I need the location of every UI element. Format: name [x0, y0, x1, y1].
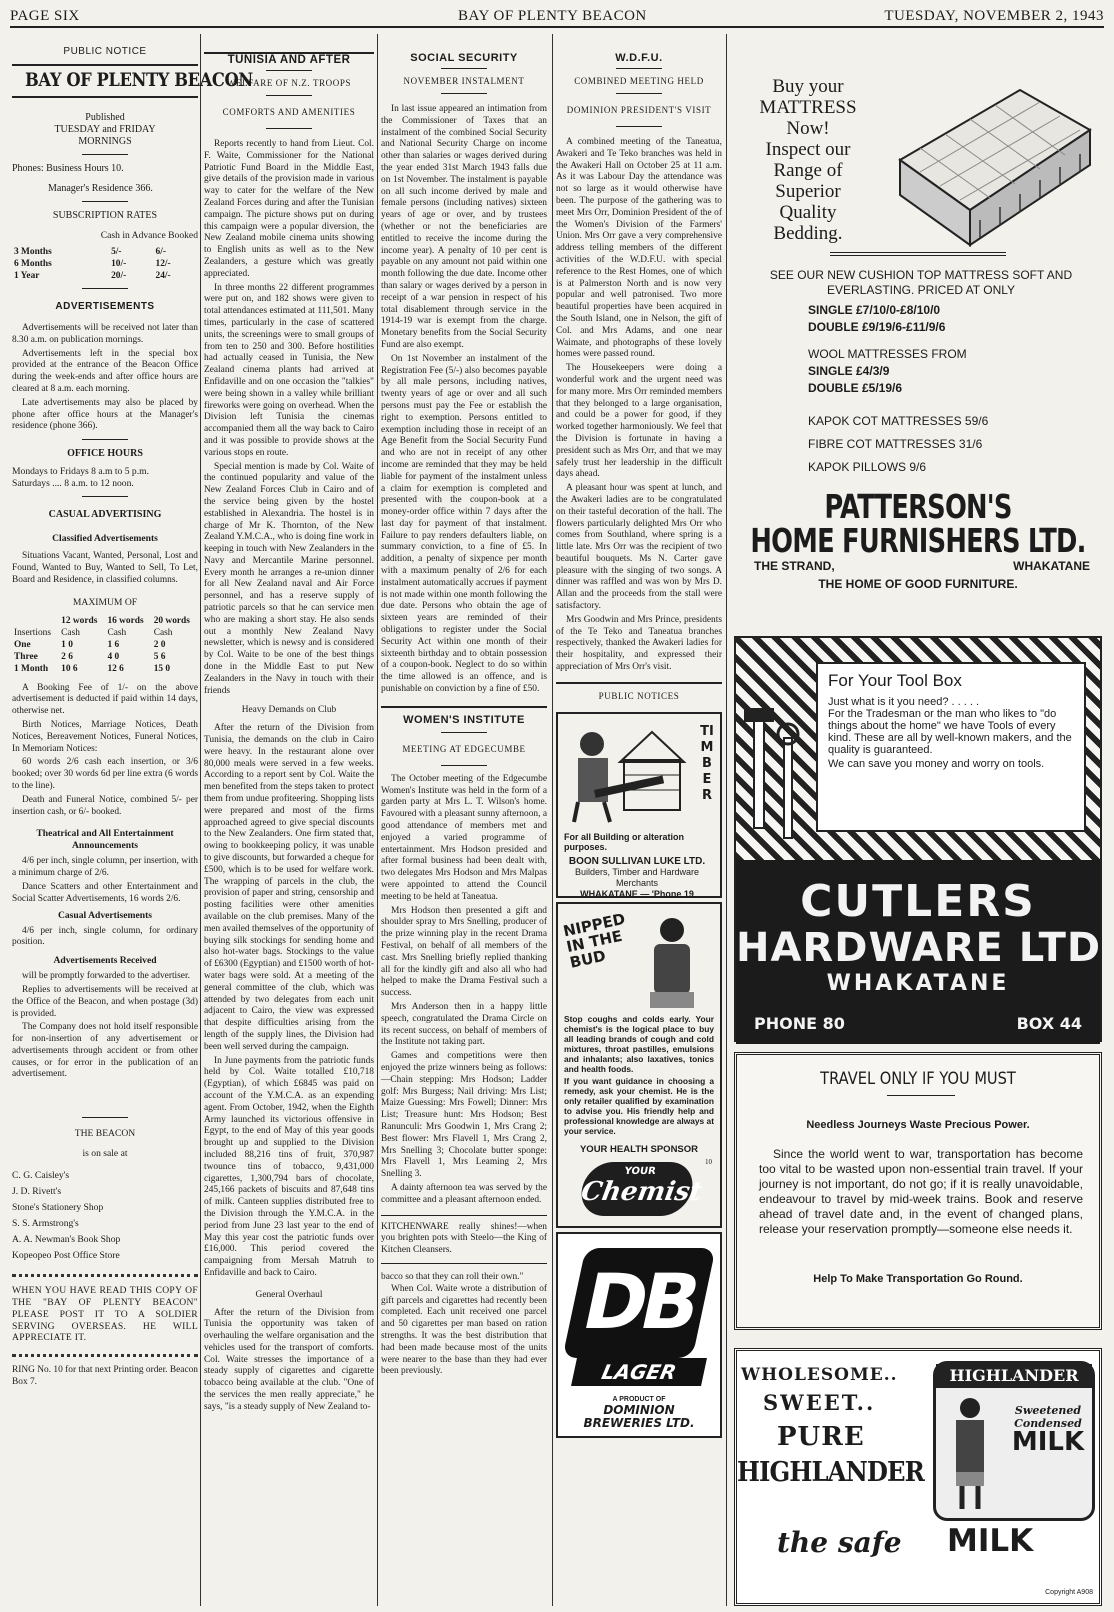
- list-item: A. A. Newman's Book Shop: [12, 1234, 121, 1246]
- chemist-sponsor: YOUR HEALTH SPONSOR: [579, 1143, 699, 1155]
- pattersons-advertisement: [730, 40, 1106, 591]
- article-subtitle: WELFARE OF N.Z. TROOPS: [226, 78, 352, 88]
- column-tunisia: [204, 52, 374, 1602]
- travel-notice: [734, 1052, 1102, 1330]
- subscription-columns: Cash in Advance Booked: [100, 230, 198, 241]
- maximum-heading: MAXIMUM OF: [72, 596, 138, 608]
- highlander-advertisement: [734, 1348, 1102, 1606]
- copyright: Copyright A908: [1045, 1589, 1093, 1596]
- chemist-text: Stop coughs and colds early. Your chemist's is the logical place to buy all leading brands of cough and cold mixtures, throat pastilles, emulsions and inhalants; also laxatives, tonics and health foods.: [564, 1013, 714, 1074]
- timber-firm: BOON SULLIVAN LUKE LTD.: [568, 855, 706, 867]
- issue-date: TUESDAY, NOVEMBER 2, 1943: [884, 8, 1104, 24]
- received-notes: will be promptly forwarded to the advertiser. Replies to advertisements will be received at the Office of the Beacon, and when postage (3d) is provided. The Company does not hold itself responsible for non-insertion of any advertisement or advertisements through accident or from other causes, or for error in the publication of an advertisement.: [12, 971, 198, 1080]
- chemist-number: 10: [705, 1157, 712, 1166]
- wool-prices: WOOL MATTRESSES FROM SINGLE £4/3/9 DOUBLE £5/19/6: [808, 347, 967, 395]
- highlander-figure: [940, 1394, 1000, 1514]
- advertisements-text: Advertisements will be received not later than 8.30 a.m. on publication mornings. Advertisements left in the special box provided at the entrance of the Beacon Office during the week-ends and after office hours are cleared at 8 a.m. each morning. Late advertisements may also be placed by phone after office hours at the Manager's residence (phone 366).: [12, 323, 198, 432]
- db-lager-advertisement: [556, 1232, 722, 1438]
- rates-notes: A Booking Fee of 1/- on the above advertisement is deducted if paid within 14 days, otherwise net. Birth Notices, Marriage Notices, Death Notices, Bereavement Notices, Funeral Notices, In Memoriam Notices: 60 words 2/6 cash each insertion, or 3/6 booked; over 30 words 6d per line extra (6 words to the line). Death and Funeral Notice, combined 5/- per insertion cash, or 6/- booked.: [12, 682, 198, 817]
- mattress-prices: SINGLE £7/10/0-£8/10/0 DOUBLE £9/19/6-£11/9/6: [808, 303, 946, 334]
- cutlers-phone: PHONE 80: [754, 1014, 845, 1033]
- chemist-advertisement: [556, 902, 722, 1228]
- masthead: BAY OF PLENTY BEACON: [25, 69, 253, 91]
- cutlers-name: CUTLERS: [800, 876, 1036, 927]
- article-title: WOMEN'S INSTITUTE: [403, 713, 525, 726]
- chemist-text2: If you want guidance in choosing a remedy, ask your chemist. He is the only retailer qualified by examination to advise you. His friendly help and professional knowledge are always at your service.: [564, 1075, 714, 1136]
- section-heading: General Overhaul: [255, 1289, 323, 1300]
- article-subtitle: COMFORTS AND AMENITIES: [222, 107, 356, 117]
- milk-line1: WHOLESOME..: [741, 1365, 898, 1385]
- travel-subheading: Needless Journeys Waste Precious Power.: [806, 1119, 1030, 1131]
- timber-tag: For all Building or alteration purposes.: [564, 831, 685, 852]
- list-item: S. S. Armstrong's: [12, 1218, 79, 1230]
- tool-box-heading: For Your Tool Box: [828, 671, 962, 690]
- list-item: Kopeopeo Post Office Store: [12, 1250, 120, 1262]
- chemist-logo: YOUR Chemist: [577, 1162, 697, 1216]
- db-brewery: DOMINION BREWERIES LTD.: [583, 1402, 695, 1430]
- pattersons-town: WHAKATANE: [1013, 559, 1090, 573]
- travel-heading: TRAVEL ONLY IF YOU MUST: [820, 1069, 1016, 1089]
- paper-title: BAY OF PLENTY BEACON: [458, 8, 647, 24]
- article-continuation: bacco so that they can roll their own." When Col. Waite wrote a distribution of gift parcels and cigarettes had recently been completed. Each unit received one parcel and 50 cigarettes per man based on ration strengths. It was the best distribution that had been made because most of the units were nearer to the base than they had ever been previously.: [381, 1271, 547, 1377]
- cutlers-banner: [736, 860, 1100, 1044]
- timber-side-text: TIMBER: [700, 723, 714, 803]
- page-header: [10, 6, 1104, 28]
- column-rule: [552, 34, 553, 1606]
- milk-line3: PURE: [777, 1422, 865, 1452]
- beacon-sub: is on sale at: [82, 1148, 128, 1160]
- timber-desc: Builders, Timber and Hardware Merchants: [574, 866, 700, 888]
- milk-line2: SWEET..: [763, 1390, 876, 1415]
- received-heading: Advertisements Received: [53, 955, 157, 967]
- article-body: Reports recently to hand from Lieut. Col. F. Waite, Commissioner for the National Patriotic Fund Board in the Middle East, give details of the provision made in various way to cater for the welfare of the New Zealand Forces during and after the Tunisian campaign. The picture shows put on during this campaign were a popular diversion, the New Zealand mobile cinema units showing to English units as well as to the New Zealanders, a gesture which was greatly appreciated. In three months 22 different programmes were put on, and 182 shows were given to total attendances estimated at 111,501. Many times, particularly in the case of scattered units, the screenings were to small groups of from ten to 250 and 300. Before hostilities had actually ceased in Tunisia, the New Zealand cinema plants had arrived at Enfidaville and on one occasion the "talkies" were being shown in a valley while brilliant fireworks were going on overhead. When the Division left Tunisia the cinemas accompanied them all the way back to Cairo and it was possible to provide shows at the various stops en route. Special mention is made by Col. Waite of the continued popularity and value of the New Zealand Forces Club in Cairo and of the service being given by the hostel established in Alexandria. The hostel is in charge of Mr K. Thornton, of the New Zealand Y.M.C.A., who is doing fine work in keeping in touch with New Zealanders in the Navy and Mercantile Marine personnel. Every month he arranges a re-union dinner for all New Zealand naval and Air Force personnel, and has a reserve supply of patriotic parcels so that he can service men who are making a short stay. He also sends out a monthly New Zealand Navy newsletter, which is newsy and is considered by Col. Waite to be one of the best things done in the Middle East to put New Zealanders in the Navy in touch with their friends Heavy Demands on Club After the return of the Division from Tunisia, the demands on the club in Cairo were heavy. In the restaurant alone over 80,000 meals were served in a few weeks. According to a report sent by Col. Waite the men benefited from the steps taken to protect them from undue profiteering. Shopping lists were prepared and most of the firms approached agreed to give special discounts to the New Zealanders. One firm stated that, owing to bookkeeping policy, it was unable to give discounts, but forwarded a cheque for £500, which is to be used for welfare work. The wrapping of parcels in the club, the provision of paper and string, censorship and posting facilities were other amenities available on the club premises. Many of the men availed themselves of the opportunity of buying silk stockings for sending home and also hot-water bags. Stockings to the value of £6300 (Egyptian) and £1500 worth of hot-water bags were sold. At a meeting of the general committee of the club, which was attended by two delegates from each unit adjacent to Cairo, the view was expressed that despite difficulties arising from the length of the supply lines, the Division had been well served during the campaign. In June payments from the patriotic funds held by Col. Waite totalled £10,718 (Egyptian), of which £6845 was paid on account of the Y.M.C.A. as an expending agent. From October, 1942, when the Eighth Army launched its victorious offensive in Egypt, to the end of May of this year goods brought up and supplied to the Division included 88,216 tins of fruit, 370,987 twounce tins of tobacco, 9,431,000 cigarettes, 1,300,794 bars of chocolate, 245,166 packets of biscuits and 87,648 tins of milk. Canteen supplies distributed free to the Division through the Y.M.C.A. in the period from June 23 last year to the end of May this year cost the patriotic funds over £16,000. This period covered the campaigning from Mersah Matruh to Enfidaville and back to Cairo. General Overhaul After the return of the Division from Tunisia the opportunity was taken of overhauling the welfare organisation and the vehicles used for the transport of comforts. Col. Waite stresses the importance of a steady supply of cigarettes and cigarette tobacco being available at the club. "One of the services the men really appreciate," he says, "is a steady supply of New Zealand to-: [204, 139, 374, 1412]
- column-rule: [726, 34, 727, 1606]
- db-logo: DB: [562, 1248, 715, 1358]
- advertisements-heading: ADVERTISEMENTS: [55, 301, 155, 312]
- theatrical-notes: 4/6 per inch, single column, per insertion, with a minimum charge of 2/6. Dance Scatters and other Entertainment and Social Scatter Advertisements, 16 words 2/6.: [12, 856, 198, 904]
- column-rule: [377, 34, 378, 1606]
- mattress-headline: Buy your MATTRESS Now! Inspect our Range of Superior Quality Bedding.: [759, 76, 857, 244]
- pattersons-address: THE STRAND,: [754, 559, 835, 573]
- kitchenware-notice: KITCHENWARE really shines!—when you brighten pots with Steelo—the King of Kitchen Cleansers.: [381, 1215, 547, 1264]
- office-hours: Mondays to Fridays 8 a.m to 5 p.m. Saturdays .... 8 a.m. to 12 noon.: [12, 466, 149, 490]
- chemist-headline: NIPPED IN THE BUD: [561, 909, 627, 972]
- column-publication-info: [12, 46, 253, 1602]
- column-rule: [200, 34, 201, 1606]
- cutlers-box: BOX 44: [1016, 1014, 1082, 1033]
- article-title: SOCIAL SECURITY: [410, 52, 518, 64]
- classified-rates-table: 12 words 16 words 20 words Insertions Cash Cash Cash One 1 0 1 6 2 0 Three 2 6 4 0 5 6 1 Month 10 6 12 6 15 0: [14, 615, 190, 674]
- milk-line4: HIGHLANDER: [737, 1457, 924, 1488]
- mattress-see: SEE OUR NEW CUSHION TOP MATTRESS SOFT AND EVERLASTING. PRICED AT ONLY: [769, 268, 1073, 297]
- tools-icon: [744, 708, 824, 848]
- milk-tin-icon: HIGHLANDER Sweetened Condensed MILK: [933, 1361, 1095, 1521]
- tool-box-panel: For Your Tool Box Just what is it you need? . . . . . For the Tradesman or the man who likes to "do things about the home" we have Tools of every kind. These are all by well-known makers, and the quality is guaranteed. We can save you money and worry on tools.: [816, 662, 1086, 832]
- article-subtitle: NOVEMBER INSTALMENT: [403, 76, 525, 86]
- section-heading: Heavy Demands on Club: [241, 705, 337, 716]
- public-notices-heading: PUBLIC NOTICES: [598, 690, 680, 701]
- article-subtitle: COMBINED MEETING HELD: [574, 76, 704, 86]
- casual-advertising-heading: CASUAL ADVERTISING: [48, 509, 162, 521]
- casual-ads-heading: Casual Advertisements: [57, 909, 153, 921]
- timber-advertisement: [556, 712, 722, 898]
- list-item: Stone's Stationery Shop: [12, 1202, 104, 1214]
- cutlers-town: WHAKATANE: [826, 971, 1010, 996]
- article-body: A combined meeting of the Taneatua, Awakeri and Te Teko branches was held in the Awakeri Hall on October 25 at 11 a.m. As it was Labour Day the attendance was not so large as it would otherwise have been. The purpose of the gathering was to meet Mrs Orr, Dominion President of the of the Women's Division of the Farmers' Union. Mrs Orr gave a very comprehensive address telling members of the different activities of the W.D.F.U. with special reference to the Rest Homes, one of which is at Palmerston North and is now very popular and well patronised. Two more beautiful properties have been acquired in the South Island, one in Nelson, the gift of Col. and Mrs Adams, and one near Waimate, and photographs of these lovely homes were passed round. The Housekeepers were doing a wonderful work and the urgent need was for many more. Mrs Orr reminded members that they belonged to a large organisation, and could be a power for good, if they worked together harmoniously. We feel that the Division is fortunate in having a president such as Mrs Orr, and that we may safely trust her leadership in the difficult days ahead. A pleasant hour was spent at lunch, and the Awakeri ladies are to be congratulated on their tasteful decoration of the hall. The flowers particularly delighted Mrs Orr who comes from Southland, where spring is a little late. Mrs Orr was the recipient of two beautiful bouquets. Ms N. Carter gave pleasure with the singing of two songs. A dinner was raffled and was won by Mrs D. Allan and the proceeds from the stall were satisfactory. Mrs Goodwin and Mrs Prince, presidents of the Te Teko and Taneatua branches respectively, thanked the Awakeri ladies for their hospitality, and expressed their appreciation of Mrs Orr's visit.: [556, 137, 722, 673]
- milk-line6: MILK: [947, 1523, 1034, 1559]
- article-title: W.D.F.U.: [615, 52, 663, 64]
- casual-ads-text: 4/6 per inch, single column, for ordinary position.: [12, 925, 198, 948]
- column-wdfu: [556, 52, 722, 1602]
- subscription-table: 3 Months 5/- 6/- 6 Months 10/- 12/- 1 Year 20/- 24/-: [14, 247, 171, 281]
- article-body: In last issue appeared an intimation from the Commissioner of Taxes that an instalment of the combined Social Security and National Security Charge on income other than salaries or wages derived during the year ended 31st March 1943 falls due on 1st November. The instalment is payable on all such income derived by male and female persons (including natives) sixteen years of age or over, and by trustees (whether or not the beneficiaries are entitled to receive the income during the income year). A penalty of 10 per cent is payable on any amount not paid within one month following the due date. Income other than salary or wages derived by a person in receipt of a war pension in respect of his total disablement through service in the 1914-19 war is exempt from the charge. Monetary benefits from the Social Security Fund are also exempt. On 1st November an instalment of the Registration Fee (5/-) also becomes payable by all male persons, including natives, twenty years of age or over and all such persons must pay the Fee or establish the right to exemption. Persons entitled to exemption including those in receipt of an Age Benefit from the Social Security Fund and who are not in receipt of any other income are reminded that they may be held liable for payment of the instalment unless a claim for exemption is completed and presented with the coupon-book at a money-order office within 7 days after the last day for payment of that instalment. Failure to pay renders defaulters liable, on summary conviction, to a fine of £5. In addition, a penalty of sixpence per month with a maximum penalty of 2/6 for each instalment automatically accrues if payment is not made within one month following the due date. Persons who obtain the age of sixteen years are reminded of their obligations to register under the Social Security Act within one month of their sixteenth birthday and to obtain possession of a coupon-book. Neglect to do so within the time allowed is an offence, and is punishable on conviction by a fine of £50.: [381, 104, 547, 695]
- list-item: C. G. Caisley's: [12, 1170, 70, 1182]
- timber-illustration: [564, 720, 686, 824]
- cot-prices: KAPOK COT MATTRESSES 59/6 FIBRE COT MATTRESSES 31/6 KAPOK PILLOWS 9/6: [808, 414, 989, 474]
- timber-town: WHAKATANE — 'Phone 19: [580, 888, 694, 899]
- travel-footer: Help To Make Transportation Go Round.: [813, 1273, 1023, 1285]
- office-hours-heading: OFFICE HOURS: [67, 448, 143, 460]
- article-subtitle: DOMINION PRESIDENT'S VISIT: [566, 105, 712, 115]
- article-title: TUNISIA AND AFTER: [204, 52, 374, 66]
- subscription-title: SUBSCRIPTION RATES: [52, 210, 158, 221]
- pattersons-slogan: THE HOME OF GOOD FURNITURE.: [818, 577, 1018, 591]
- sellers-list: [12, 1168, 198, 1264]
- cutlers-name2: HARDWARE LTD: [736, 925, 1102, 971]
- beacon-heading: THE BEACON: [74, 1128, 136, 1140]
- pattersons-name: PATTERSON'S HOME FURNISHERS LTD.: [750, 487, 1086, 560]
- classified-text: Situations Vacant, Wanted, Personal, Lost and Found, Wanted to Buy, Wanted to Sell, To Let, Board and Residence, in classified columns.: [12, 551, 198, 585]
- theatrical-heading: Theatrical and All Entertainment Announcements: [36, 828, 174, 852]
- milk-line5: the safe: [777, 1526, 902, 1559]
- phones: Phones: Business Hours 10. Manager's Residence 366.: [12, 163, 153, 194]
- ring-notice: RING No. 10 for that next Printing order. Beacon Box 7.: [12, 1365, 198, 1388]
- list-item: J. D. Rivett's: [12, 1186, 62, 1198]
- woman-illustration: [632, 912, 712, 1012]
- article-body: The October meeting of the Edgecumbe Women's Institute was held in the form of a garden party at Mrs L. T. Wilson's home. Favoured with a pleasant sunny afternoon, a good attendance of members met and enjoyed a varied programme of entertainment. Mrs Hodson presided and after formal business had been dealt with, two delegates Mrs Hodson and Mrs Malpas were appointed to attend the Council meeting to be held at Taneatua. Mrs Hodson then presented a gift and shoulder spray to Mrs Snelling, producer of the prize winning play in the recent Drama Festival, on behalf of all members of the cast. Mrs Snelling briefly replied thanking all for the kindly gift and also all who had helped to make the Drama Festival such a success. Mrs Anderson then in a happy little speech, congratulated the Drama Circle on its recent success, on behalf of members of the Institute not taking part. Games and competitions were then enjoyed the prize winners being as follows:—Chain stepping: Mrs Hodson; Ladder golf: Mrs Burgess; Nail driving: Mrs List; Maize Guessing: Mrs Fowell; Dinner: Mrs List; Treasure hunt: Mrs Hodson; Best Ranunculi: Mrs Goodwin 1, Mrs Crang 2; Best flower: Mrs Flavell 1, Mrs Crang 2, Mrs Snelling 3; Chocolate butter sponge: Mrs Flavell 1, Mrs Leaming 2, Mrs Snelling 3. A dainty afternoon tea was served by the committee and a pleasant afternoon ended.: [381, 773, 547, 1205]
- db-lager: LAGER: [571, 1358, 707, 1386]
- when-read-notice: WHEN YOU HAVE READ THIS COPY OF THE "BAY OF PLENTY BEACON" PLEASE POST IT TO A SOLDIER SERVING OVERSEAS. HE WILL APPRECIATE IT.: [12, 1285, 198, 1344]
- published-info: Published TUESDAY and FRIDAY MORNINGS: [54, 112, 156, 147]
- travel-text: Since the world went to war, transportation has become too vital to be wasted upon non-essential train travel. If your journey is not important, do not go; if it is really unavoidable, endeavour to travel by mid-week trains. Book and reserve ahead of travel date and, in the event of changed plans, release your reservation promptly—someone else needs it.: [759, 1147, 1083, 1236]
- mattress-illustration: [890, 70, 1100, 260]
- article-subtitle: MEETING AT EDGECUMBE: [402, 743, 526, 754]
- classified-heading: Classified Advertisements: [52, 533, 158, 545]
- column-social-security: [381, 52, 547, 1602]
- cutlers-advertisement: [734, 636, 1102, 1042]
- db-product-of: A PRODUCT OF: [612, 1395, 666, 1403]
- column-advertisements: [730, 40, 1106, 1606]
- page-number: PAGE SIX: [10, 8, 80, 24]
- public-notice-heading: PUBLIC NOTICE: [63, 46, 147, 57]
